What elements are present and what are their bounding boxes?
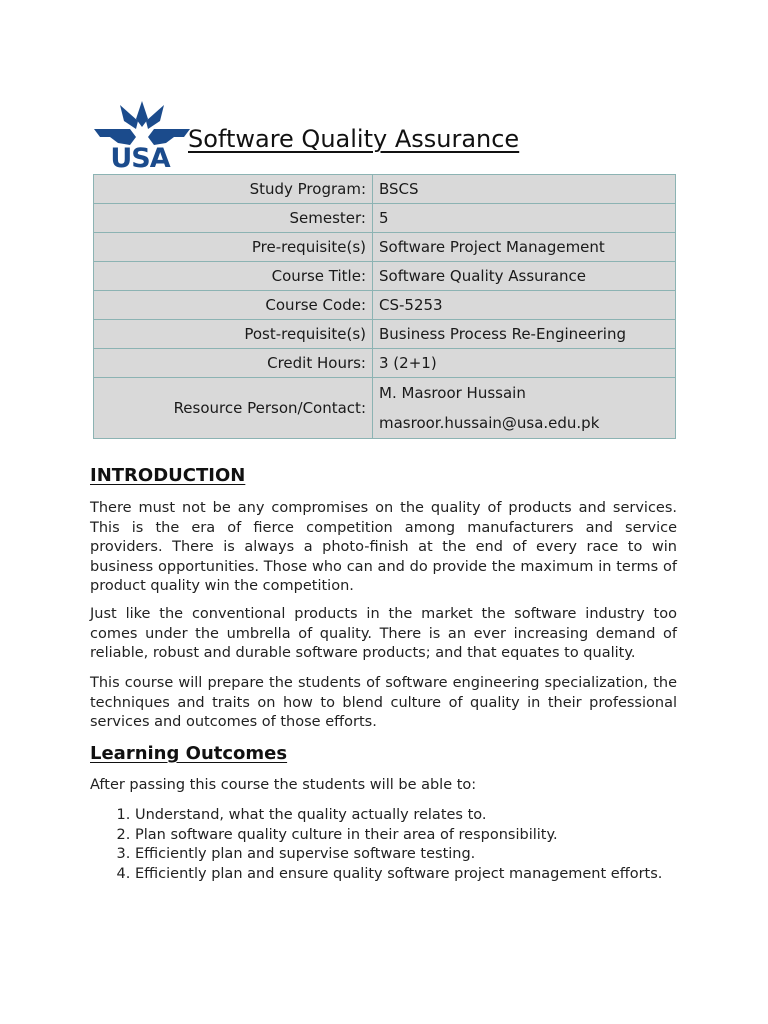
intro-paragraph-2: Just like the conventional products in the market the software industry too comes under the umbrella of quality. There is an ever increasing demand of reliable, robust and durable software products; and that equates to quality.	[90, 606, 677, 661]
list-item: 3. Efficiently plan and supervise software testing.	[135, 845, 722, 865]
row-label: Credit Hours:	[94, 349, 373, 378]
row-value: CS-5253	[373, 291, 676, 320]
table-row	[94, 291, 676, 320]
row-value: Software Quality Assurance	[373, 262, 676, 291]
contact-email: masroor.hussain@usa.edu.pk	[379, 414, 600, 432]
table-row	[94, 262, 676, 291]
intro-paragraph-3: This course will prepare the students of software engineering specialization, the techniques and traits on how to blend culture of quality in their professional services and outcomes of those efforts.	[90, 675, 677, 730]
outcomes-intro: After passing this course the students will be able to:	[90, 777, 477, 793]
contact-name: M. Masroor Hussain	[379, 384, 526, 402]
outcomes-list	[90, 806, 722, 884]
row-label: Pre-requisite(s)	[94, 233, 373, 262]
university-logo	[90, 97, 194, 177]
table-row	[94, 233, 676, 262]
list-item: 4. Efficiently plan and ensure quality software project management efforts.	[135, 865, 722, 885]
row-label: Semester:	[94, 204, 373, 233]
row-label: Study Program:	[94, 175, 373, 204]
table-row	[94, 175, 676, 204]
row-label: Post-requisite(s)	[94, 320, 373, 349]
table-row-contact	[94, 378, 676, 439]
contact-label: Resource Person/Contact:	[94, 378, 373, 439]
row-value: Business Process Re-Engineering	[373, 320, 676, 349]
row-value: 3 (2+1)	[373, 349, 676, 378]
page-title: Software Quality Assurance	[188, 125, 520, 153]
row-value: 5	[373, 204, 676, 233]
course-info-table	[93, 174, 676, 439]
contact-value	[373, 378, 676, 439]
row-label: Course Code:	[94, 291, 373, 320]
table-row	[94, 204, 676, 233]
row-label: Course Title:	[94, 262, 373, 291]
row-value: Software Project Management	[373, 233, 676, 262]
intro-paragraph-1: There must not be any compromises on the quality of products and services. This is the era of fierce competition among manufacturers and service providers. There is always a photo-finish at the end of every race to win business opportunities. Those who can and do provide the maximum in terms of product quality win the competition.	[90, 500, 677, 594]
list-item: 2. Plan software quality culture in their area of responsibility.	[135, 826, 722, 846]
row-value: BSCS	[373, 175, 676, 204]
logo-text: USA	[110, 143, 170, 174]
list-item: 1. Understand, what the quality actually relates to.	[135, 806, 722, 826]
star-emblem-icon	[90, 97, 194, 147]
table-row	[94, 349, 676, 378]
table-row	[94, 320, 676, 349]
learning-outcomes-heading: Learning Outcomes	[90, 743, 288, 764]
introduction-heading: INTRODUCTION	[90, 465, 246, 486]
